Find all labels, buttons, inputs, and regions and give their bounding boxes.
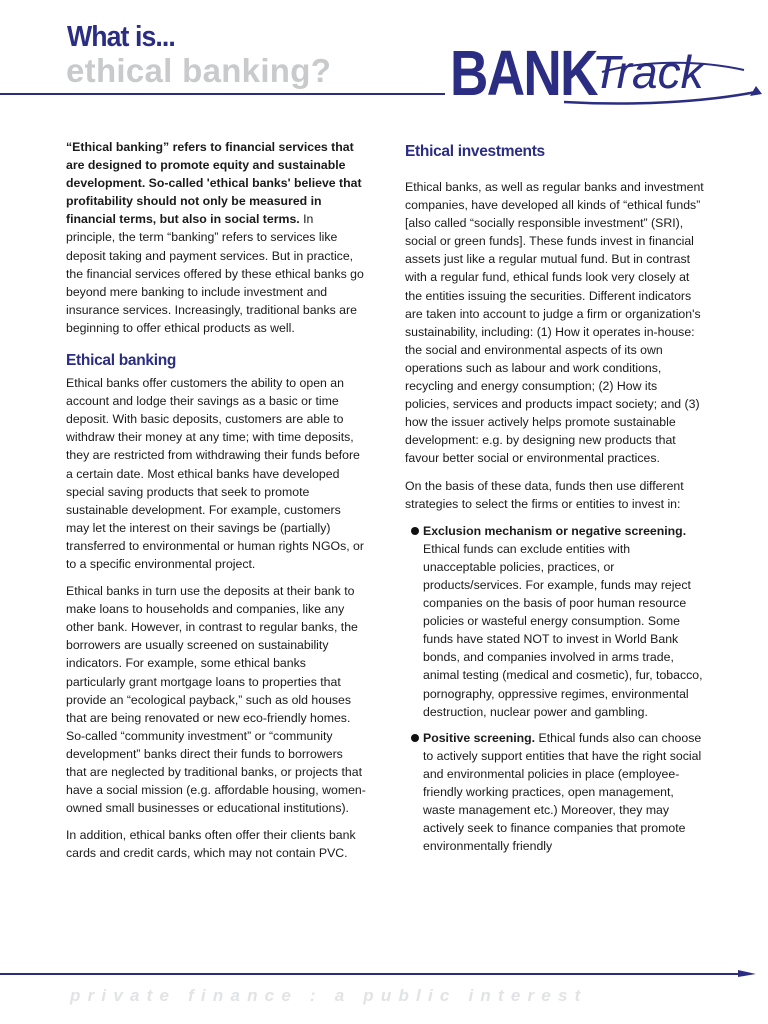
bullet-icon: [411, 734, 419, 742]
paragraph: Ethical banks in turn use the deposits at their bank to make loans to households and companies, like any other bank. However, in contrast to regular banks, the borrowers are usually screened on sustainability indicators. For example, some ethical banks particularly grant mortgage loans to properties that provide an “ecological payback,” such as old houses that are being renovated or new eco-friendly homes. So-called “community investment” or “community development” banks direct their funds to borrowers that are neglected by traditional banks, or projects that have a social mission (e.g. affordable housing, women-owned small businesses or educational institutions).: [66, 584, 366, 816]
logo-word-bank: BANK: [450, 37, 597, 109]
paragraph: Ethical banks offer customers the ability to open an account and lodge their savings as a basic or time deposit. With basic deposits, customers are able to withdraw their money at any time; with time deposits, they are restricted from withdrawing their funds before a certain date. Most ethical banks have developed special saving products that seek to promote sustainable development. For example, customers may let the interest on their savings be (partially) transferred to environmental or human rights NGOs, or to a specific environmental project.: [66, 376, 364, 571]
page-subtitle: ethical banking?: [66, 52, 332, 89]
bullet-icon: [411, 527, 419, 535]
list-item: [405, 729, 705, 856]
list-item-text: Ethical funds also can choose to actively support entities that have the right social and environmental policies in place (employee-friendly working practices, open management, waste management etc.) Moreover, they may actively seek to finance companies that promote environmentally friendly: [423, 730, 702, 854]
page-title: What is...: [67, 21, 175, 53]
left-column: [66, 138, 366, 871]
right-column: [405, 142, 705, 863]
header-rule: [0, 93, 445, 95]
strategy-list: [405, 522, 705, 856]
footer-rule: [0, 968, 768, 980]
banktrack-logo: [444, 36, 764, 112]
intro-paragraph: [66, 138, 366, 337]
list-item-title: Positive screening.: [423, 730, 536, 745]
footer-tagline: private finance : a public interest: [70, 986, 588, 1005]
intro-bold-text: “Ethical banking” refers to financial services that are designed to promote equity and sustainable development. So-called 'ethical banks' believe that profitability should not only be measured in financial terms, but also in social terms.: [66, 140, 362, 227]
list-item: [405, 522, 705, 721]
intro-text: In principle, the term “banking” refers to services like deposit taking and payment services. But in practice, the financial services offered by these ethical banks go beyond mere banking to include investment and insurance services. Increasingly, traditional banks are beginning to offer ethical products as well.: [66, 212, 364, 335]
logo-swoosh-icon: [444, 36, 764, 112]
paragraph: Ethical banks, as well as regular banks and investment companies, have developed all kinds of “ethical funds” [also called “socially responsible investment” (SRI), social or green funds]. These funds invest in financial assets just like a regular mutual fund. But in contrast with a regular fund, ethical funds look very closely at the entities issuing the securities. Different indicators are taken into account to judge a firm or organization's sustainability, including: (1) How it operates in-house: the social and environmental aspects of its own operations such as labour and work conditions, recycling and energy consumption; (2) How its policies, services and products impact society; and (3) how the issuer actively helps promote sustainable development: e.g. by designing new products that favour better social or environmental practices.: [405, 180, 704, 466]
heading-ethical-investments: Ethical investments: [405, 143, 545, 160]
paragraph: In addition, ethical banks often offer their clients bank cards and credit cards, which may not contain PVC.: [66, 828, 356, 861]
list-item-title: Exclusion mechanism or negative screening.: [423, 523, 687, 538]
list-item-text: Ethical funds can exclude entities with unacceptable policies, practices, or products/services. For example, funds may reject companies on the basis of poor human resource policies or wasteful energy consumption. Some funds have stated NOT to invest in World Bank bonds, and companies involved in arms trade, animal testing (medical and cosmetic), fur, tobacco, pornography, oppressive regimes, environmental destruction, nuclear power and gambling.: [423, 541, 703, 719]
paragraph: On the basis of these data, funds then use different strategies to select the firms or entities to invest in:: [405, 478, 684, 511]
heading-ethical-banking: Ethical banking: [66, 352, 177, 370]
logo-word-track: Track: [592, 46, 704, 98]
